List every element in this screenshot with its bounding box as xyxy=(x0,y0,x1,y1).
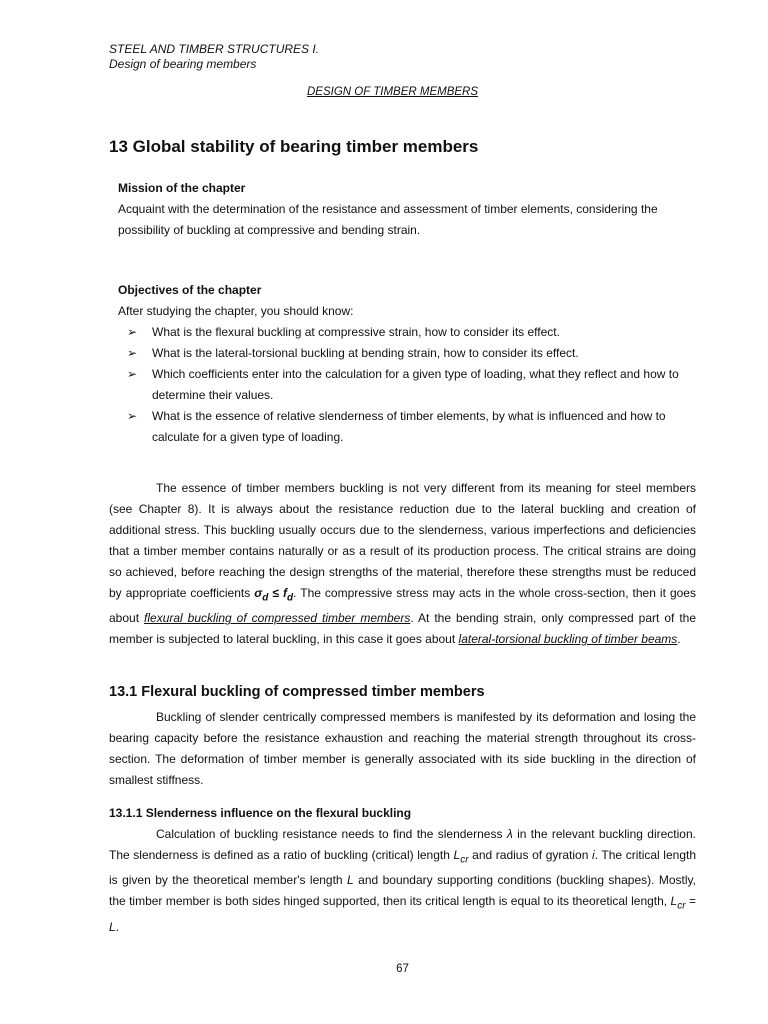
objectives-heading: Objectives of the chapter xyxy=(118,283,262,297)
header-course-title: STEEL AND TIMBER STRUCTURES I. xyxy=(109,42,320,56)
list-item-text: Which coefficients enter into the calculation for a given type of loading, what they reflect and how to determine their values. xyxy=(152,367,679,402)
term-lateral-torsional-buckling: lateral-torsional buckling of timber beams xyxy=(458,632,678,647)
text-run: . At the bending strain, only compressed part of the member is subjected to lateral buckling, in this case it goes about xyxy=(109,611,696,647)
text-run: = xyxy=(685,894,696,909)
i-symbol: i xyxy=(592,848,595,862)
text-run: . xyxy=(677,632,681,647)
section-13-1-text: Buckling of slender centrically compressed members is manifested by its deformation and losing the bearing capacity before the resistance exhaustion and reaching the material strength throughout its cross-section. The deformation of timber member is generally associated with its side buckling in the direction of smallest stiffness. xyxy=(109,710,696,787)
arrow-bullet-icon: ➢ xyxy=(127,325,138,339)
text-run: and radius of gyration xyxy=(468,848,593,862)
l-symbol: L xyxy=(347,873,354,888)
objectives-block xyxy=(118,280,688,448)
running-header xyxy=(109,42,319,72)
list-item xyxy=(118,343,688,364)
section-header: DESIGN OF TIMBER MEMBERS xyxy=(307,86,479,98)
cr-subscript: cr xyxy=(460,854,469,866)
list-item-text: What is the essence of relative slenderness of timber elements, by what is influenced and how to calculate for a given type of loading. xyxy=(152,409,666,444)
section-13-1-1-text xyxy=(109,824,696,938)
f-symbol: f xyxy=(282,586,287,600)
mission-text: Acquaint with the determination of the resistance and assessment of timber elements, considering the possibility of buckling at compressive and bending strain. xyxy=(118,202,658,237)
lambda-symbol: λ xyxy=(506,827,513,841)
arrow-bullet-icon: ➢ xyxy=(127,367,138,381)
l-symbol: L xyxy=(453,848,461,862)
text-run: . The critical length is given by the theoretical member's length xyxy=(109,848,697,888)
list-item xyxy=(118,322,688,343)
list-item xyxy=(118,406,688,448)
cr-subscript: cr xyxy=(677,900,686,912)
text-run: The essence of timber members buckling is not very different from its meaning for steel members (see Chapter 8). It is always about the resistance reduction due to the lateral buckling and creation of additional stress. This buckling usually occurs due to the slenderness, various imperfections and deficiencies that a timber member contains naturally or as a result of its production process. The critical strains are doing so achieved, before reaching the design strengths of the material, therefore these strengths must be reduced by appropriate coefficients xyxy=(109,481,696,600)
arrow-bullet-icon: ➢ xyxy=(127,346,138,360)
page-number: 67 xyxy=(396,963,409,975)
f-subscript: d xyxy=(286,592,294,604)
section-13-1-1-title: 13.1.1 Slenderness influence on the flexural buckling xyxy=(109,806,412,820)
header-part-title: Design of bearing members xyxy=(109,57,257,71)
l-symbol: L xyxy=(670,894,678,909)
objectives-list xyxy=(118,322,688,448)
mission-block xyxy=(118,178,688,241)
intro-paragraph xyxy=(109,478,696,650)
text-run: Calculation of buckling resistance needs to find the slenderness xyxy=(156,827,507,841)
chapter-title: 13 Global stability of bearing timber members xyxy=(109,137,479,156)
arrow-bullet-icon: ➢ xyxy=(127,409,138,423)
sigma-symbol: σ xyxy=(254,586,263,600)
text-run: and boundary supporting conditions (buckling shapes). Mostly, the timber member is both sides hinged supported, then its critical length is equal to its theoretical length, xyxy=(109,873,696,909)
list-item-text: What is the lateral-torsional buckling at bending strain, how to consider its effect. xyxy=(152,346,579,360)
list-item-text: What is the flexural buckling at compressive strain, how to consider its effect. xyxy=(152,325,560,339)
leq-symbol: ≤ xyxy=(268,586,283,600)
text-run: . xyxy=(115,919,120,934)
section-13-1-title: 13.1 Flexural buckling of compressed timber members xyxy=(109,684,485,700)
text-run: in the relevant buckling direction. The slenderness is defined as a ratio of buckling (critical) length xyxy=(109,827,696,862)
term-flexural-buckling: flexural buckling of compressed timber members xyxy=(144,611,411,626)
sigma-subscript: d xyxy=(262,592,269,604)
l-symbol: L xyxy=(109,919,116,934)
objectives-intro: After studying the chapter, you should know: xyxy=(118,304,354,318)
text-run: . The compressive stress may acts in the whole cross-section, then it goes about xyxy=(109,586,696,626)
mission-heading: Mission of the chapter xyxy=(118,181,246,195)
list-item xyxy=(118,364,688,406)
